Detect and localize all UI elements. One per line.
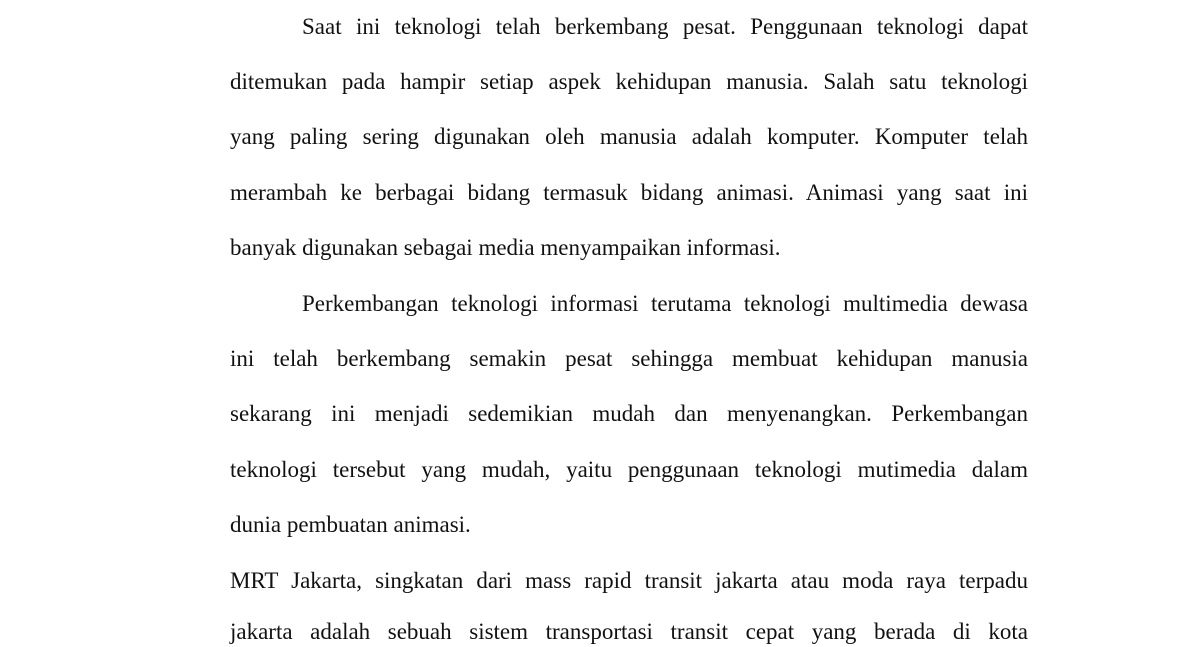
paragraph-2-line-3: sekarang ini menjadi sedemikian mudah dan menyenangkan. Perkembangan bbox=[230, 401, 1028, 426]
paragraph-3-line-1: MRT Jakarta, singkatan dari mass rapid transit jakarta atau moda raya terpadu bbox=[230, 568, 1028, 593]
paragraph-2-line-5: dunia pembuatan animasi. bbox=[230, 512, 471, 537]
paragraph-1-line-3: yang paling sering digunakan oleh manusia adalah komputer. Komputer telah bbox=[230, 124, 1028, 149]
paragraph-1-line-5: banyak digunakan sebagai media menyampaikan informasi. bbox=[230, 235, 781, 260]
paragraph-2-line-2: ini telah berkembang semakin pesat sehingga membuat kehidupan manusia bbox=[230, 346, 1028, 371]
paragraph-2-line-4: teknologi tersebut yang mudah, yaitu penggunaan teknologi mutimedia dalam bbox=[230, 457, 1028, 482]
paragraph-1-line-4: merambah ke berbagai bidang termasuk bidang animasi. Animasi yang saat ini bbox=[230, 180, 1028, 205]
paragraph-3-line-2: jakarta adalah sebuah sistem transportasi transit cepat yang berada di kota bbox=[230, 619, 1028, 644]
paragraph-1-line-1: Saat ini teknologi telah berkembang pesat. Penggunaan teknologi dapat bbox=[302, 14, 1028, 39]
paragraph-1-line-2: ditemukan pada hampir setiap aspek kehidupan manusia. Salah satu teknologi bbox=[230, 69, 1028, 94]
paragraph-2-line-1: Perkembangan teknologi informasi terutama teknologi multimedia dewasa bbox=[302, 291, 1028, 316]
